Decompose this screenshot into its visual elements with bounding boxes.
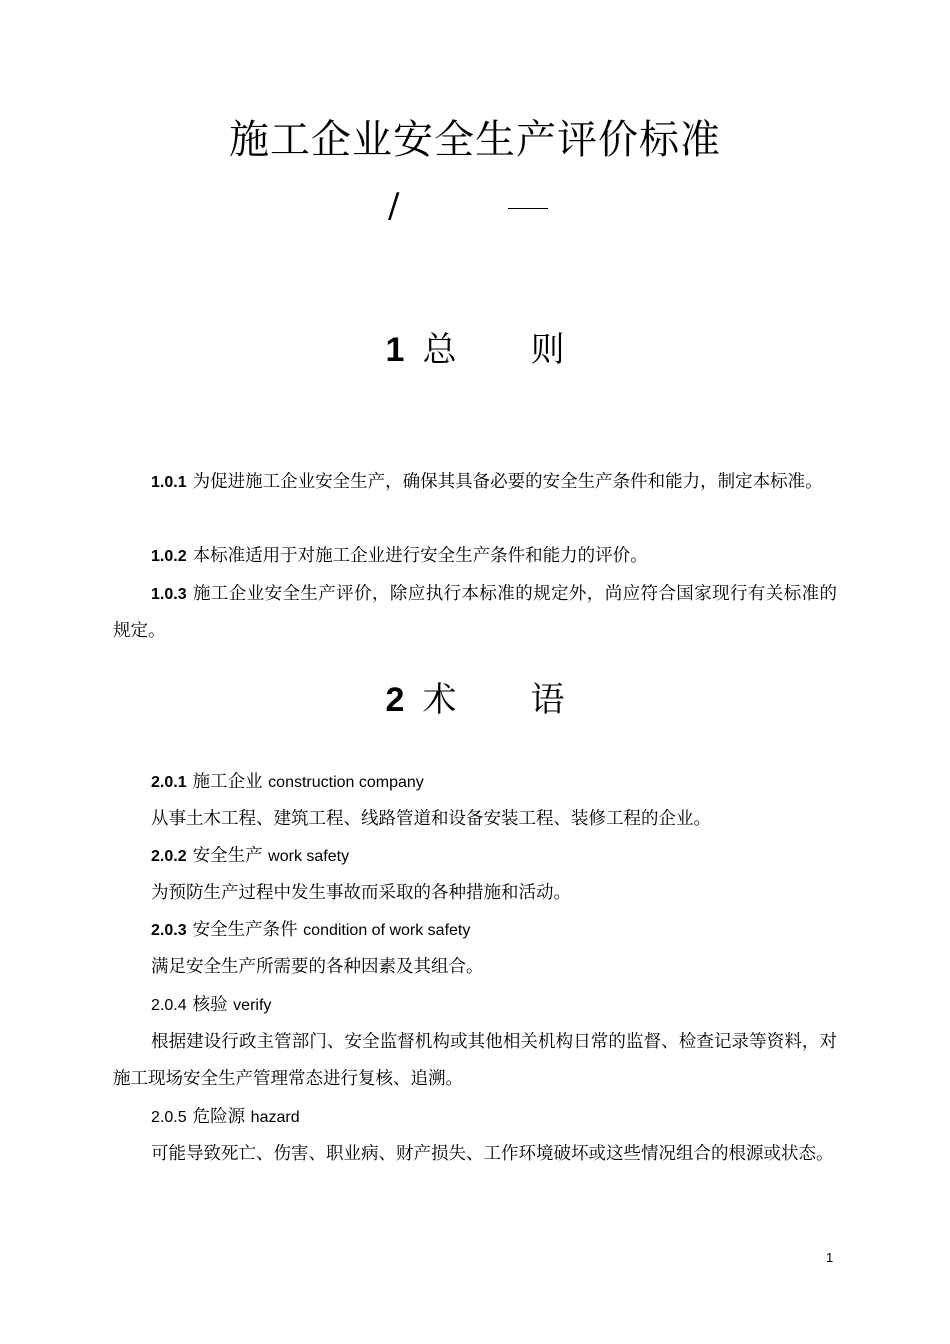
term-2-0-4 bbox=[113, 987, 837, 1024]
term-en: condition of work safety bbox=[303, 922, 471, 939]
clause-number: 1.0.3 bbox=[151, 586, 187, 603]
term-2-0-2 bbox=[113, 838, 837, 875]
chapter-number: 2 bbox=[385, 681, 405, 719]
term-2-0-1 bbox=[113, 764, 837, 801]
term-number: 2.0.4 bbox=[151, 997, 187, 1014]
term-number: 2.0.2 bbox=[151, 848, 187, 865]
term-zh: 安全生产条件 bbox=[192, 920, 298, 940]
code-dash bbox=[508, 208, 548, 209]
term-en: hazard bbox=[250, 1109, 300, 1126]
clause-1-0-2 bbox=[113, 538, 837, 575]
clause-text: 本标准适用于对施工企业进行安全生产条件和能力的评价。 bbox=[192, 546, 648, 566]
term-zh: 危险源 bbox=[192, 1107, 246, 1127]
term-en: work safety bbox=[268, 848, 350, 865]
clause-number: 1.0.2 bbox=[151, 548, 187, 565]
clause-1-0-1 bbox=[113, 464, 837, 501]
clause-text: 施工企业安全生产评价，除应执行本标准的规定外，尚应符合国家现行有关标准的规定。 bbox=[113, 584, 837, 641]
term-definition: 满足安全生产所需要的各种因素及其组合。 bbox=[151, 957, 484, 977]
chapter-1-heading bbox=[0, 322, 950, 371]
chapter-2-heading bbox=[0, 672, 950, 721]
term-number: 2.0.1 bbox=[151, 774, 187, 791]
term-zh: 核验 bbox=[192, 995, 228, 1015]
clause-1-0-3 bbox=[113, 576, 837, 650]
term-zh: 安全生产 bbox=[192, 846, 263, 866]
term-en: construction company bbox=[268, 774, 424, 791]
term-2-0-3 bbox=[113, 912, 837, 949]
term-2-0-5 bbox=[113, 1099, 837, 1136]
clause-number: 1.0.1 bbox=[151, 474, 187, 491]
chapter-number: 1 bbox=[385, 331, 405, 369]
term-number: 2.0.5 bbox=[151, 1109, 187, 1126]
page-number: 1 bbox=[826, 1250, 834, 1265]
term-definition: 可能导致死亡、伤害、职业病、财产损失、工作环境破坏或这些情况组合的根源或状态。 bbox=[151, 1144, 834, 1164]
clause-text: 为促进施工企业安全生产，确保其具备必要的安全生产条件和能力，制定本标准。 bbox=[192, 472, 823, 492]
term-en: verify bbox=[233, 997, 272, 1014]
chapter-title-char: 总 bbox=[422, 330, 457, 370]
term-number: 2.0.3 bbox=[151, 922, 187, 939]
term-definition: 为预防生产过程中发生事故而采取的各种措施和活动。 bbox=[151, 883, 571, 903]
code-slash: / bbox=[388, 186, 400, 226]
term-definition: 根据建设行政主管部门、安全监督机构或其他相关机构日常的监督、检查记录等资料，对施工现场安全生产管理常态进行复核、追溯。 bbox=[113, 1032, 837, 1089]
chapter-title-char: 语 bbox=[530, 680, 565, 720]
chapter-title-char: 则 bbox=[530, 330, 565, 370]
document-title: 施工企业安全生产评价标准 bbox=[229, 117, 721, 163]
chapter-title-char: 术 bbox=[422, 680, 457, 720]
term-zh: 施工企业 bbox=[192, 772, 263, 792]
term-definition: 从事土木工程、建筑工程、线路管道和设备安装工程、装修工程的企业。 bbox=[151, 809, 711, 829]
standard-code bbox=[0, 186, 950, 226]
